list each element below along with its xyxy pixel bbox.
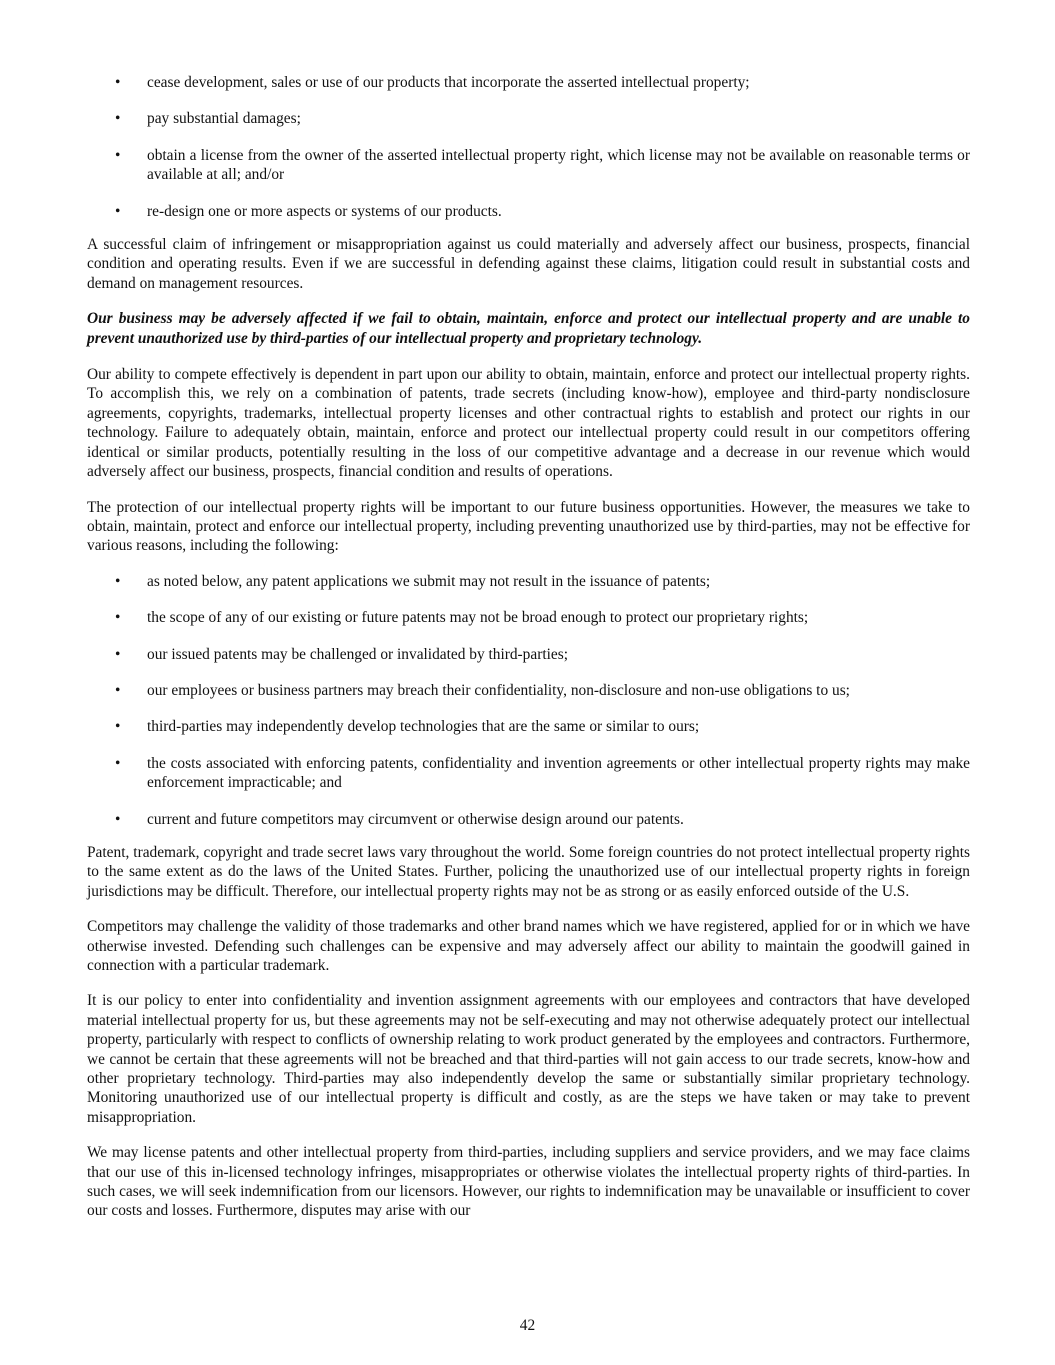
paragraph-claim-impact: A successful claim of infringement or misappropriation against us could materially and adversely affect our business, prospects, financial condition and operating results. Even if we are successful in defending against these claims, litigation could result in substantial costs and demand on management resources.: [87, 236, 970, 292]
list-item: [87, 572, 970, 591]
bullet-glyph: •: [115, 609, 121, 627]
list-item-text: cease development, sales or use of our products that incorporate the asserted intellectual property;: [147, 74, 750, 91]
list-item: [87, 146, 970, 185]
list-item: [87, 754, 970, 793]
list-item-text: our issued patents may be challenged or invalidated by third-parties;: [147, 645, 568, 663]
bullet-glyph: •: [115, 681, 121, 699]
bullet-glyph: •: [115, 572, 121, 590]
paragraph-licensing: We may license patents and other intellectual property from third-parties, including suppliers and service providers, and we may face claims that our use of this in-licensed technology infringes, misappropriates or otherwise violates the intellectual property rights of third-parties. In such cases, we will seek indemnification from our licensors. However, our rights to indemnification may be unavailable or insufficient to cover our costs and losses. Furthermore, disputes may arise with our: [87, 1144, 970, 1220]
reasons-bullet-list: [87, 572, 970, 829]
bullet-glyph: •: [115, 202, 121, 220]
bullet-glyph: •: [115, 146, 121, 164]
bullet-glyph: •: [115, 754, 121, 772]
list-item: [87, 717, 970, 736]
paragraph-policy: It is our policy to enter into confidentiality and invention assignment agreements with our employees and contractors that have developed material intellectual property for us, but these agreements may not be self-executing and may not otherwise adequately protect our intellectual property, particularly with respect to conflicts of ownership relating to work product generated by the employees and contractors. Furthermore, we cannot be certain that these agreements will not be breached and that third-parties will not gain access to our trade secrets, know-how and other proprietary technology. Third-parties may also independently develop the same or substantially similar proprietary technology. Monitoring unauthorized use of our intellectual property is difficult and costly, as are the steps we have taken or may take to prevent misappropriation.: [87, 992, 970, 1126]
bullet-glyph: •: [115, 645, 121, 663]
bullet-glyph: •: [115, 74, 121, 91]
document-page: [87, 73, 970, 1237]
page-number: 42: [519, 1317, 536, 1334]
section-heading: Our business may be adversely affected if we fail to obtain, maintain, enforce and protect our intellectual property and are unable to prevent unauthorized use by third-parties of our intellectual property and proprietary technology.: [87, 310, 970, 347]
list-item: [87, 202, 970, 221]
paragraph-ability-to-compete: Our ability to compete effectively is dependent in part upon our ability to obtain, maintain, enforce and protect our intellectual property rights. To accomplish this, we rely on a combination of patents, trade secrets (including know-how), employee and third-party nondisclosure agreements, copyrights, trademarks, intellectual property licenses and other contractual rights to establish and protect our rights in our technology. Failure to adequately obtain, maintain, enforce and protect our intellectual property could result in our competitors offering identical or similar products, potentially resulting in the loss of our competitive advantage and a decrease in our revenue which would adversely affect our business, prospects, financial condition and results of operations.: [87, 366, 970, 481]
bullet-glyph: •: [115, 810, 121, 828]
list-item-text: re-design one or more aspects or systems of our products.: [147, 202, 502, 220]
list-item-text: as noted below, any patent applications we submit may not result in the issuance of patents;: [147, 572, 711, 590]
bullet-glyph: •: [115, 718, 121, 736]
list-item-text: third-parties may independently develop technologies that are the same or similar to ours;: [147, 718, 700, 736]
list-item: [87, 608, 970, 627]
list-item: [87, 73, 970, 92]
bullet-glyph: •: [115, 110, 121, 128]
consequences-bullet-list: [87, 73, 970, 221]
list-item-text: obtain a license from the owner of the asserted intellectual property right, which license may not be available on reasonable terms or available at all; and/or: [147, 146, 970, 184]
list-item-text: current and future competitors may circumvent or otherwise design around our patents.: [147, 810, 684, 828]
list-item-text: the scope of any of our existing or future patents may not be broad enough to protect our proprietary rights;: [147, 609, 809, 627]
list-item: [87, 681, 970, 700]
paragraph-laws: Patent, trademark, copyright and trade secret laws vary throughout the world. Some foreign countries do not protect intellectual property rights to the same extent as do the laws of the United States. Further, policing the unauthorized use of our intellectual property rights in foreign jurisdictions may be difficult. Therefore, our intellectual property rights may not be as strong or as easily enforced outside of the U.S.: [87, 843, 970, 900]
paragraph-competitors: Competitors may challenge the validity of those trademarks and other brand names which we have registered, applied for or in which we have otherwise invested. Defending such challenges can be expensive and may adversely affect our ability to maintain the goodwill gained in connection with a particular trademark.: [87, 918, 970, 974]
list-item: [87, 645, 970, 664]
list-item-text: our employees or business partners may breach their confidentiality, non-disclosure and non-use obligations to us;: [147, 681, 850, 699]
paragraph-protection: The protection of our intellectual property rights will be important to our future business opportunities. However, the measures we take to obtain, maintain, protect and enforce our intellectual property, including preventing unauthorized use by third-parties, may not be effective for various reasons, including the following:: [87, 498, 970, 555]
list-item: [87, 109, 970, 128]
list-item-text: pay substantial damages;: [147, 110, 301, 128]
list-item: [87, 810, 970, 829]
list-item-text: the costs associated with enforcing patents, confidentiality and invention agreements or other intellectual property rights may make enforcement impracticable; and: [147, 754, 970, 792]
